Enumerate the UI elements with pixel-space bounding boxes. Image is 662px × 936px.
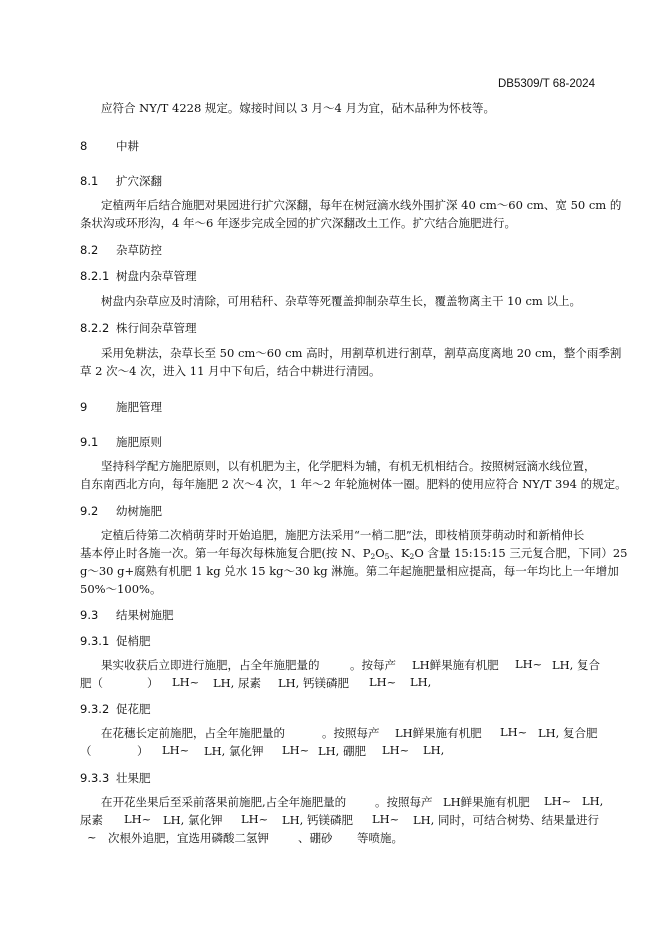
heading-number: 8 — [80, 139, 88, 153]
heading-title: 促花肥 — [116, 702, 151, 716]
text-run: LH, 同时，可结合树势、结果量进行 — [413, 813, 599, 827]
text-run: LH鲜果施有机肥 — [412, 658, 499, 672]
heading-number: 9.3 — [80, 608, 99, 622]
text-run: LH, — [423, 743, 445, 757]
text-run: LH, 硼肥 — [318, 744, 366, 758]
heading-number: 8.2 — [80, 243, 99, 257]
heading-8-2 — [80, 242, 162, 258]
paragraph-line: 条状沟或环形沟，4 年～6 年逐步完成全园的扩穴深翻改土工作。扩穴结合施肥进行。 — [80, 216, 516, 230]
text-run: LH~ — [241, 812, 269, 826]
text-run: 、K — [389, 546, 410, 560]
heading-title: 结果树施肥 — [116, 608, 174, 622]
heading-8-1 — [80, 173, 162, 189]
heading-number: 9.3.3 — [80, 771, 110, 785]
heading-number: 9.3.1 — [80, 634, 110, 648]
heading-9-3-3 — [80, 770, 151, 786]
paragraph-line: 应符合 NY/T 4228 规定。嫁接时间以 3 月～4 月为宜，砧木品种为怀枝等。 — [101, 101, 496, 115]
heading-title: 中耕 — [116, 139, 139, 153]
text-run: 在花穗长定前施肥，占全年施肥量的 — [101, 726, 285, 740]
heading-9-3-1 — [80, 633, 151, 649]
text-run: 果实收获后立即进行施肥，占全年施肥量的 — [101, 658, 320, 672]
heading-title: 促梢肥 — [116, 634, 151, 648]
text-run: LH, 钙镁磷肥 — [282, 813, 353, 827]
heading-title: 杂草防控 — [116, 243, 162, 257]
text-run: LH, 氯化钾 — [204, 744, 264, 758]
heading-number: 9.2 — [80, 504, 99, 518]
paragraph-line: 坚持科学配方施肥原则，以有机肥为主，化学肥料为辅，有机无机相结合。按照树冠滴水线位置， — [101, 459, 596, 473]
text-run: LH, — [582, 794, 604, 808]
paragraph-line: 树盘内杂草应及时清除，可用秸秆、杂草等死覆盖抑制杂草生长，覆盖物离主干 10 cm 以上。 — [101, 294, 581, 308]
text-run: 基本停止时各施一次。第一年每次每株施复合肥(按 N、P — [80, 546, 371, 560]
heading-number: 8.1 — [80, 174, 99, 188]
heading-number: 9 — [80, 400, 88, 414]
paragraph-line — [80, 545, 628, 561]
text-run: 肥（ — [80, 676, 103, 690]
heading-title: 壮果肥 — [116, 771, 151, 785]
text-run: （ — [80, 744, 92, 758]
heading-8 — [80, 138, 139, 154]
paragraph-line: 50%～100%。 — [80, 582, 162, 596]
paragraph-line: 自东南西北方向，每年施肥 2 次～4 次，1 年～2 年轮施树体一圈。肥料的使用应符合 NY/T 394 的规定。 — [80, 477, 627, 491]
text-run: LH, — [410, 675, 432, 689]
subscript: 2 — [370, 552, 376, 561]
paragraph-line: g～30 g+腐熟有机肥 1 kg 兑水 15 kg～30 kg 淋施。第二年起施肥量相应提高，每一年均比上一年增加 — [80, 564, 619, 578]
text-run: 在开花坐果后至采前落果前施肥,占全年施肥量的 — [101, 795, 347, 809]
heading-9-3-2 — [80, 701, 151, 717]
text-run: LH~ — [369, 675, 397, 689]
text-run: LH, 复合肥 — [538, 726, 598, 740]
heading-title: 施肥管理 — [116, 400, 162, 414]
heading-8-2-1 — [80, 268, 197, 284]
text-run: 。按照每产 — [375, 795, 433, 809]
heading-title: 施肥原则 — [116, 435, 162, 449]
subscript: 2 — [409, 552, 415, 561]
text-run: LH, 复合 — [552, 658, 600, 672]
text-run: 次根外追肥，宜选用磷酸二氢钾 — [108, 831, 269, 845]
text-run: LH~ — [282, 743, 310, 757]
heading-number: 8.2.2 — [80, 321, 110, 335]
paragraph-line: 采用免耕法，杂草长至 50 cm～60 cm 高时，用割草机进行割草，割草高度离地 20 cm，整个雨季割 — [101, 346, 622, 360]
text-run: 、硼砂 — [298, 831, 333, 845]
heading-number: 9.3.2 — [80, 702, 110, 716]
text-run: O — [375, 546, 385, 560]
text-run: LH~ — [500, 725, 528, 739]
heading-number: 9.1 — [80, 435, 99, 449]
text-run: LH~ — [372, 812, 400, 826]
heading-title: 扩穴深翻 — [116, 174, 162, 188]
document-number: DB5309/T 68-2024 — [498, 78, 595, 90]
text-run: LH鲜果施有机肥 — [443, 795, 530, 809]
text-run: ~ — [87, 830, 97, 844]
text-run: LH~ — [544, 794, 572, 808]
heading-8-2-2 — [80, 320, 197, 336]
text-run: LH~ — [162, 743, 190, 757]
text-run: 尿素 — [80, 813, 103, 827]
paragraph-line: 定植两年后结合施肥对果园进行扩穴深翻，每年在树冠滴水线外围扩深 40 cm～60 cm、宽 50 cm 的 — [101, 198, 622, 212]
text-run: LH~ — [515, 657, 543, 671]
text-run: LH~ — [124, 812, 152, 826]
text-run: 。按照每产 — [322, 726, 380, 740]
text-run: LH~ — [382, 743, 410, 757]
heading-9-1 — [80, 434, 162, 450]
paragraph-line: 草 2 次～4 次，进入 11 月中下旬后，结合中耕进行清园。 — [80, 364, 381, 378]
text-run: ） — [147, 676, 159, 690]
text-run: ） — [137, 744, 149, 758]
heading-title: 树盘内杂草管理 — [116, 269, 197, 283]
text-run: O 含量 15:15:15 三元复合肥，下同）25 — [414, 546, 628, 560]
heading-title: 幼树施肥 — [116, 504, 162, 518]
text-run: 等喷施。 — [357, 831, 403, 845]
text-run: LH, 钙镁磷肥 — [278, 676, 349, 690]
text-run: LH~ — [172, 675, 200, 689]
subscript: 5 — [384, 552, 390, 561]
heading-title: 株行间杂草管理 — [116, 321, 197, 335]
paragraph-line: 定植后待第二次梢萌芽时开始追肥，施肥方法采用“一梢二肥”法，即枝梢顶芽萌动时和新梢伸长 — [101, 528, 585, 542]
heading-9-2 — [80, 503, 162, 519]
heading-number: 8.2.1 — [80, 269, 110, 283]
heading-9-3 — [80, 607, 174, 623]
text-run: LH鲜果施有机肥 — [395, 726, 482, 740]
text-run: LH, 尿素 — [213, 676, 261, 690]
text-run: 。按每产 — [350, 658, 396, 672]
text-run: LH, 氯化钾 — [163, 813, 223, 827]
heading-9 — [80, 399, 162, 415]
